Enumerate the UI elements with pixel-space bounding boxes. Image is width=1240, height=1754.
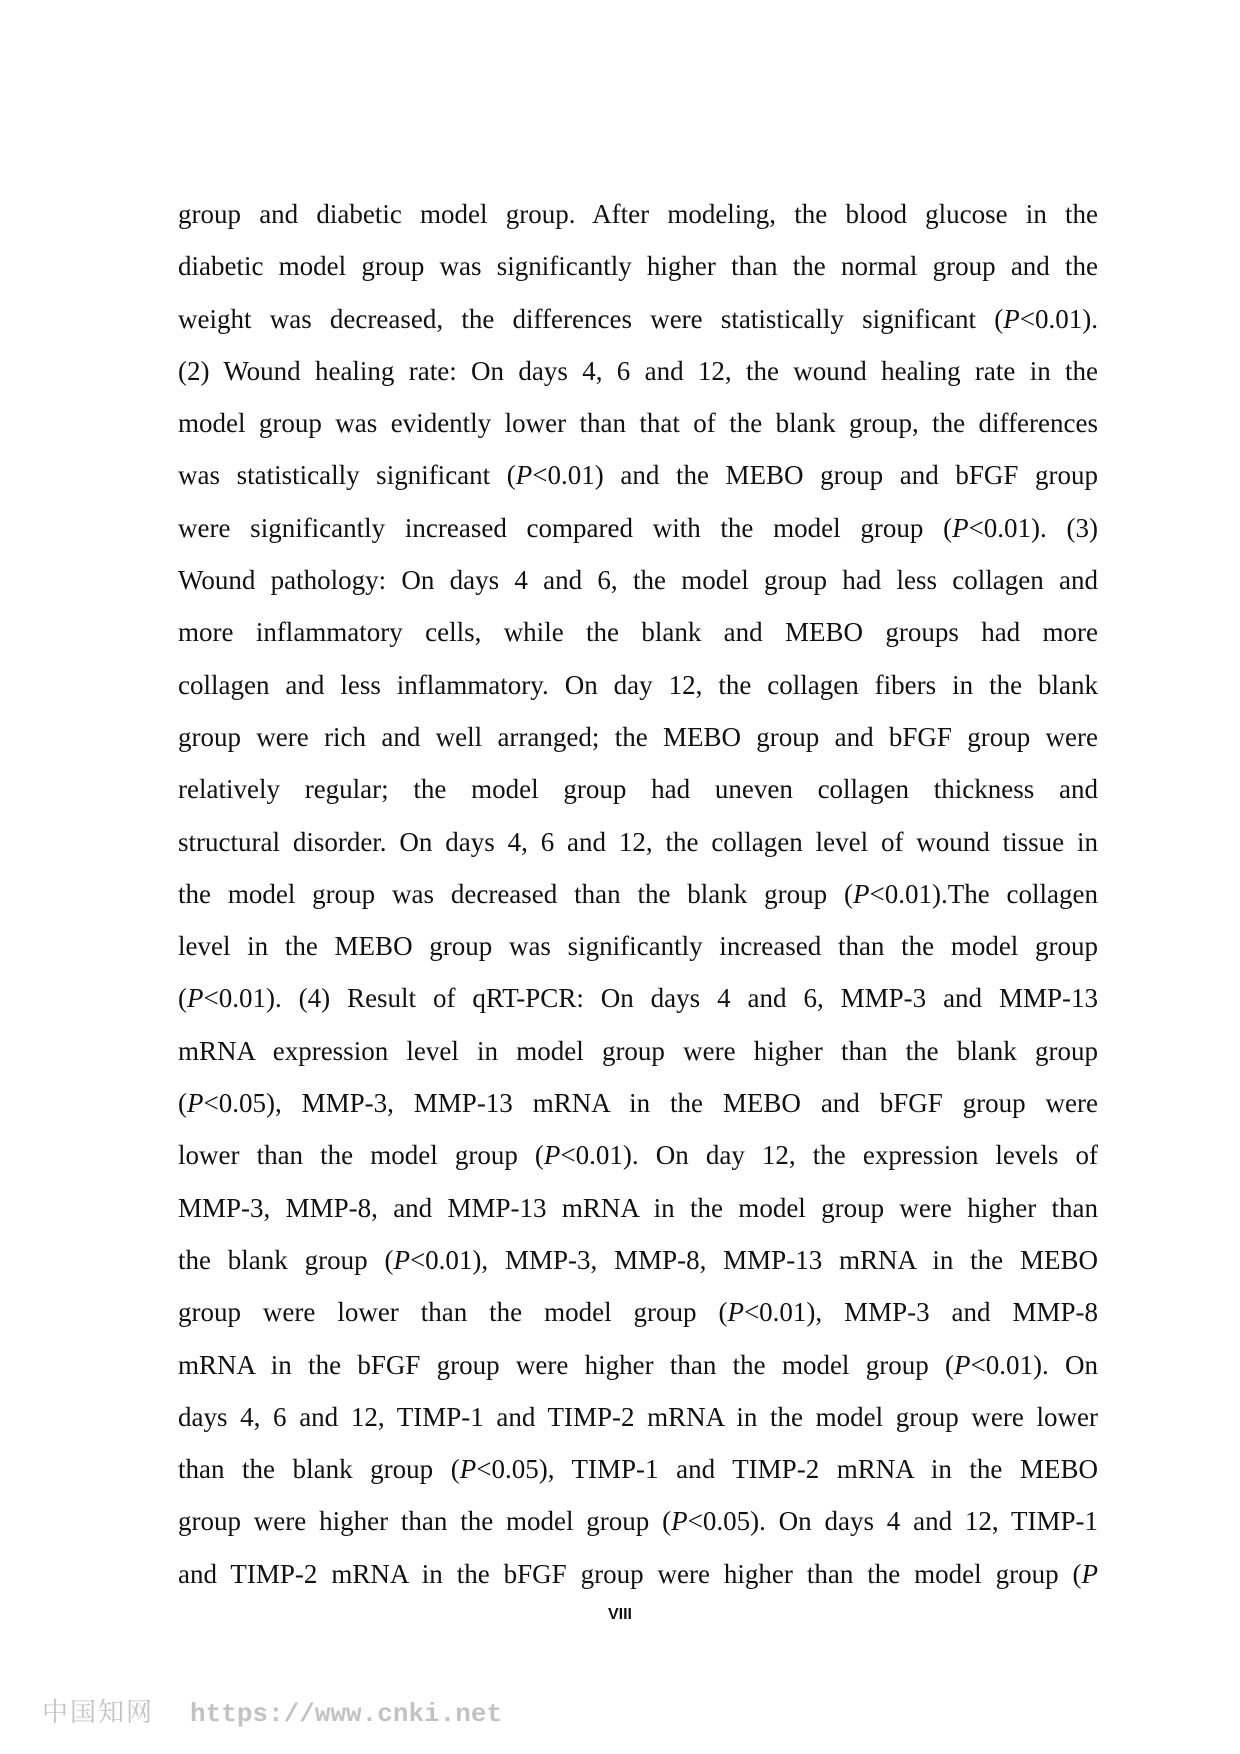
page-number: VIII xyxy=(607,1606,632,1623)
p-value-symbol: P xyxy=(727,1297,744,1328)
text-line-11: group were rich and well arranged; the MEBO group and bFGF group were xyxy=(178,721,1098,752)
p-value-symbol: P xyxy=(1081,1558,1098,1589)
text-line-6: was statistically significant (P<0.01) and the MEBO group and bFGF group xyxy=(178,460,1098,491)
text-line-2: diabetic model group was significantly higher than the normal group and the xyxy=(178,251,1098,282)
abstract-body xyxy=(178,188,1098,1600)
p-value-symbol: P xyxy=(515,460,533,491)
text-line-10: collagen and less inflammatory. On day 12, the collagen fibers in the blank xyxy=(178,669,1098,700)
text-line-21: the blank group (P<0.01), MMP-3, MMP-8, MMP-13 mRNA in the MEBO xyxy=(178,1244,1098,1275)
text-line-25: than the blank group (P<0.05), TIMP-1 and TIMP-2 mRNA in the MEBO xyxy=(178,1454,1098,1485)
p-value-symbol: P xyxy=(1003,303,1020,334)
text-line-7: were significantly increased compared with the model group (P<0.01). (3) xyxy=(178,512,1099,543)
text-line-12: relatively regular; the model group had uneven collagen thickness and xyxy=(178,774,1098,805)
watermark-chinese-text: 中国知网 xyxy=(42,1698,155,1728)
text-line-22: group were lower than the model group (P<0.01), MMP-3 and MMP-8 xyxy=(178,1297,1098,1328)
p-value-symbol: P xyxy=(952,512,969,543)
text-line-14: the model group was decreased than the blank group (P<0.01).The collagen xyxy=(178,878,1098,909)
cnki-watermark xyxy=(42,1692,502,1729)
watermark-url: https://www.cnki.net xyxy=(190,1699,503,1729)
text-line-9: more inflammatory cells, while the blank and MEBO groups had more xyxy=(178,617,1098,648)
text-line-18: (P<0.05), MMP-3, MMP-13 mRNA in the MEBO and bFGF group were xyxy=(178,1088,1098,1119)
text-line-26: group were higher than the model group (P<0.05). On days 4 and 12, TIMP-1 xyxy=(178,1506,1099,1537)
text-line-15: level in the MEBO group was significantly increased than the model group xyxy=(178,931,1098,962)
text-line-27: and TIMP-2 mRNA in the bFGF group were higher than the model group (P xyxy=(178,1558,1098,1589)
text-line-23: mRNA in the bFGF group were higher than the model group (P<0.01). On xyxy=(178,1349,1098,1380)
text-line-4: (2) Wound healing rate: On days 4, 6 and 12, the wound healing rate in the xyxy=(178,355,1098,386)
text-line-20: MMP-3, MMP-8, and MMP-13 mRNA in the model group were higher than xyxy=(178,1192,1098,1223)
p-value-symbol: P xyxy=(852,878,870,909)
p-value-symbol: P xyxy=(393,1244,410,1275)
text-line-17: mRNA expression level in model group were higher than the blank group xyxy=(178,1035,1098,1066)
text-line-1: group and diabetic model group. After modeling, the blood glucose in the xyxy=(178,199,1098,229)
p-value-symbol: P xyxy=(954,1349,971,1380)
text-line-3: weight was decreased, the differences were statistically significant (P<0.01). xyxy=(178,303,1098,334)
p-value-symbol: P xyxy=(543,1140,561,1171)
text-line-16: (P<0.01). (4) Result of qRT-PCR: On days 4 and 6, MMP-3 and MMP-13 xyxy=(178,983,1098,1014)
text-line-5: model group was evidently lower than that of the blank group, the differences xyxy=(178,408,1098,439)
text-line-13: structural disorder. On days 4, 6 and 12, the collagen level of wound tissue in xyxy=(178,826,1098,857)
text-line-24: days 4, 6 and 12, TIMP-1 and TIMP-2 mRNA in the model group were lower xyxy=(178,1401,1098,1432)
text-line-8: Wound pathology: On days 4 and 6, the model group had less collagen and xyxy=(178,565,1098,596)
text-line-19: lower than the model group (P<0.01). On day 12, the expression levels of xyxy=(178,1140,1098,1171)
p-value-symbol: P xyxy=(671,1506,688,1537)
p-value-symbol: P xyxy=(187,1088,204,1119)
p-value-symbol: P xyxy=(187,983,204,1014)
p-value-symbol: P xyxy=(459,1454,477,1485)
